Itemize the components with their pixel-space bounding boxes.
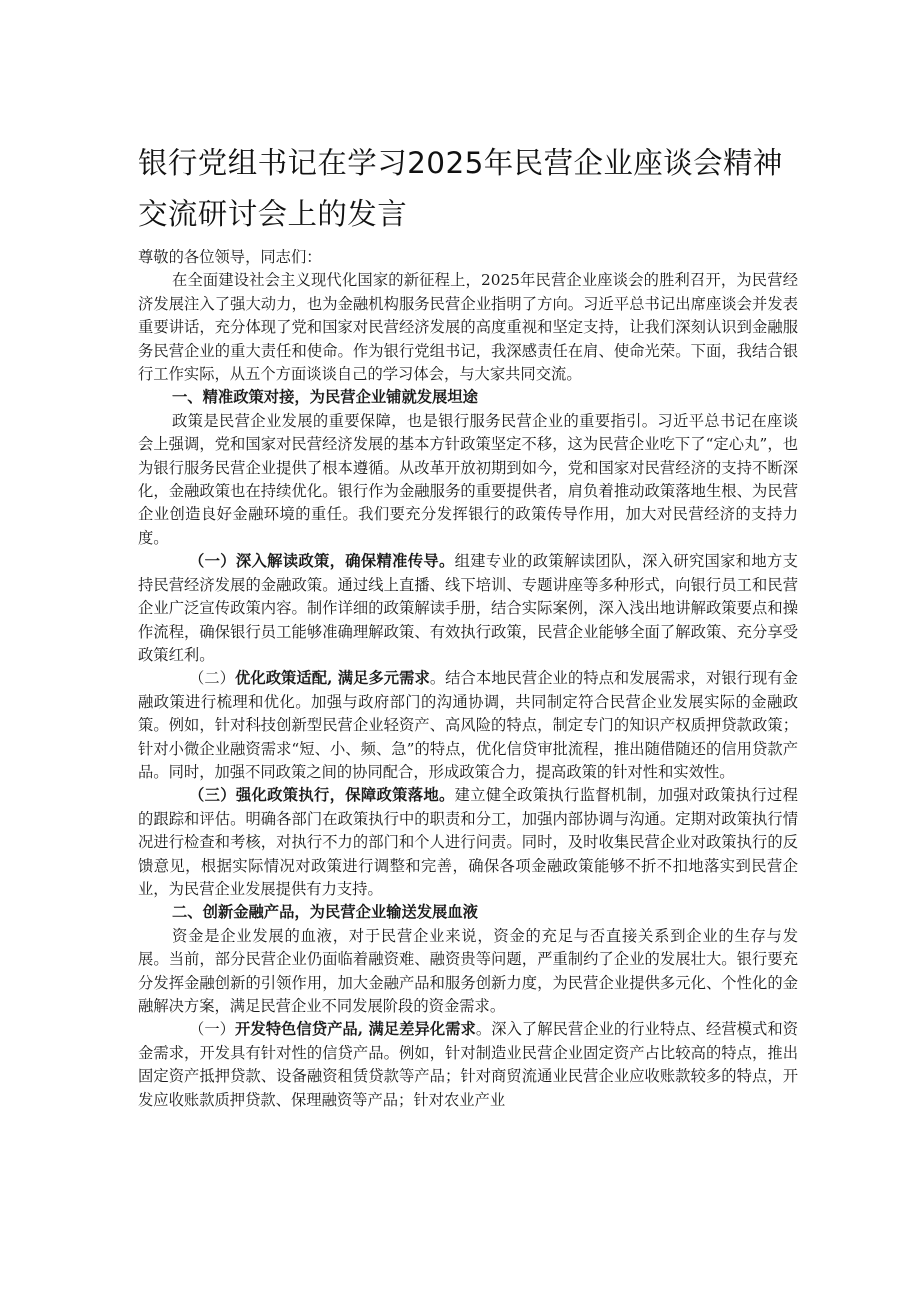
subsection-number: （二）: [189, 669, 236, 688]
document-body: [138, 246, 798, 1112]
salutation: 尊敬的各位领导，同志们：: [138, 248, 322, 266]
subsection-lead: （三）强化政策执行，保障政策落地。: [189, 786, 455, 805]
subsection-text: 。结合本地民营企业的特点和发展需求，对银行现有金融政策进行梳理和优化。加强与政府部门的沟通协调，共同制定符合民营企业发展实际的金融政策。例如，针对科技创新型民营企业轻资产、高风险的特点，制定专门的知识产权质押贷款政策；针对小微企业融资需求“短、小、频、急”的特点，优化信贷审批流程，推出随借随还的信用贷款产品。同时，加强不同政策之间的协同配合，形成政策合力，提高政策的针对性和实效性。: [138, 669, 798, 781]
section-2-paragraph: 资金是企业发展的血液，对于民营企业来说，资金的充足与否直接关系到企业的生存与发展。当前，部分民营企业仍面临着融资难、融资贵等问题，严重制约了企业的发展壮大。银行要充分发挥金融创新的引领作用，加大金融产品和服务创新力度，为民营企业提供多元化、个性化的金融解决方案，满足民营企业不同发展阶段的资金需求。: [138, 926, 798, 1015]
section-1-paragraph: 政策是民营企业发展的重要保障，也是银行服务民营企业的重要指引。习近平总书记在座谈会上强调，党和国家对民营经济发展的基本方针政策坚定不移，这为民营企业吃下了“定心丸”，也为银行服务民营企业提供了根本遵循。从改革开放初期到如今，党和国家对民营经济的支持不断深化，金融政策也在持续优化。银行作为金融服务的重要提供者，肩负着推动政策落地生根、为民营企业创造良好金融环境的重任。我们要充分发挥银行的政策传导作用，加大对民营经济的支持力度。: [138, 411, 798, 547]
section-2-heading: 二、创新金融产品，为民营企业输送发展血液: [172, 903, 478, 922]
section-1-heading: 一、精准政策对接，为民营企业铺就发展坦途: [172, 388, 478, 407]
subsection-lead: （一）深入解读政策，确保精准传导。: [189, 552, 455, 571]
section-2-subsection-1: [138, 1018, 798, 1112]
subsection-text: 组建专业的政策解读团队，深入研究国家和地方支持民营经济发展的金融政策。通过线上直播、线下培训、专题讲座等多种形式，向银行员工和民营企业广泛宣传政策内容。制作详细的政策解读手册，结合实际案例，深入浅出地讲解政策要点和操作流程，确保银行员工能够准确理解政策、有效执行政策，民营企业能够全面了解政策、充分享受政策红利。: [138, 552, 798, 664]
subsection-number: （一）: [189, 1020, 236, 1039]
subsection-text: 建立健全政策执行监督机制，加强对政策执行过程的跟踪和评估。明确各部门在政策执行中的职责和分工，加强内部协调与沟通。定期对政策执行情况进行检查和考核，对执行不力的部门和个人进行问责。同时，及时收集民营企业对政策执行的反馈意见，根据实际情况对政策进行调整和完善，确保各项金融政策能够不折不扣地落实到民营企业，为民营企业发展提供有力支持。: [138, 786, 798, 898]
subsection-lead: 开发特色信贷产品, 满足差异化需求: [235, 1020, 476, 1039]
intro-paragraph: 在全面建设社会主义现代化国家的新征程上，2025年民营企业座谈会的胜利召开，为民营经济发展注入了强大动力，也为金融机构服务民营企业指明了方向。习近平总书记出席座谈会并发表重要讲话，充分体现了党和国家对民营经济发展的高度重视和坚定支持，让我们深刻认识到金融服务民营企业的重大责任和使命。作为银行党组书记，我深感责任在肩、使命光荣。下面，我结合银行工作实际，从五个方面谈谈自己的学习体会，与大家共同交流。: [138, 271, 798, 384]
subsection-lead: 优化政策适配, 满足多元需求: [235, 669, 430, 688]
subsection-text: 。深入了解民营企业的行业特点、经营模式和资金需求，开发具有针对性的信贷产品。例如，针对制造业民营企业固定资产占比较高的特点，推出固定资产抵押贷款、设备融资租赁贷款等产品；针对商贸流通业民营企业应收账款较多的特点，开发应收账款质押贷款、保理融资等产品；针对农业产业: [138, 1020, 798, 1109]
section-1-subsection-1: [138, 550, 798, 667]
section-1-subsection-3: [138, 784, 798, 901]
document-title: 银行党组书记在学习2025年民营企业座谈会精神交流研讨会上的发言: [138, 146, 783, 231]
section-1-subsection-2: [138, 667, 798, 784]
